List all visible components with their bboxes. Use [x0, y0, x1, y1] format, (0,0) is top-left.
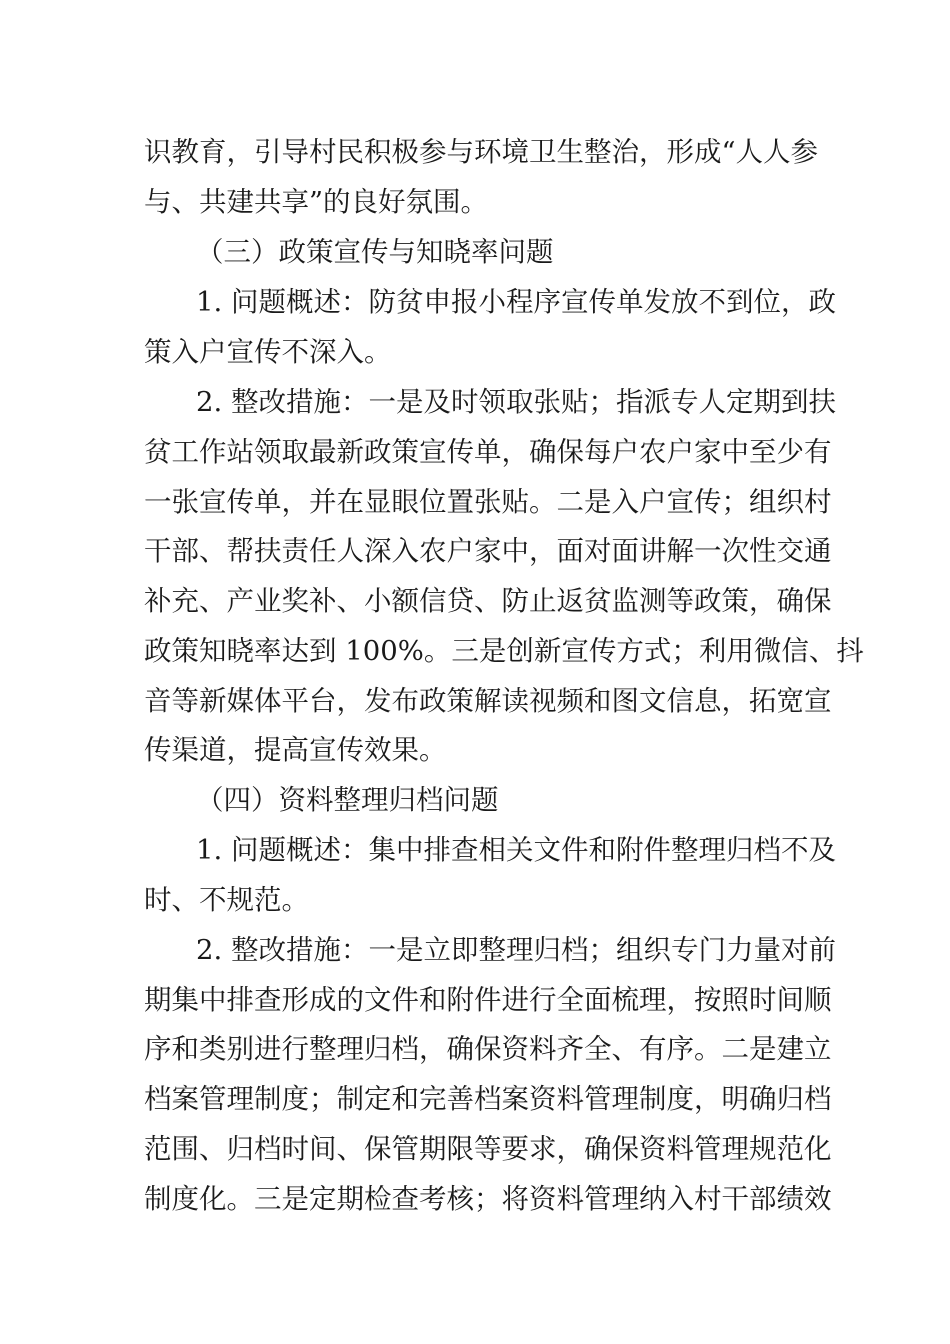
paragraph-line: 策入户宣传不深入。 [144, 336, 392, 368]
paragraph-line: 识教育，引导村民积极参与环境卫生整治，形成“人人参 [144, 136, 819, 168]
paragraph-line: 一张宣传单，并在显眼位置张贴。二是入户宣传；组织村 [144, 486, 832, 518]
paragraph-line: 范围、归档时间、保管期限等要求，确保资料管理规范化 [144, 1133, 832, 1165]
section-heading: （四）资料整理归档问题 [196, 784, 499, 816]
paragraph-line: 1. 问题概述：防贫申报小程序宣传单发放不到位，政 [196, 286, 836, 318]
paragraph-line: 政策知晓率达到 100%。三是创新宣传方式；利用微信、抖 [144, 635, 864, 667]
paragraph-line: 干部、帮扶责任人深入农户家中，面对面讲解一次性交通 [144, 535, 832, 567]
paragraph-line: 与、共建共享”的良好氛围。 [144, 186, 489, 218]
paragraph-line: 时、不规范。 [144, 884, 309, 916]
paragraph-line: 制度化。三是定期检查考核；将资料管理纳入村干部绩效 [144, 1183, 832, 1215]
paragraph-line: 序和类别进行整理归档，确保资料齐全、有序。二是建立 [144, 1033, 832, 1065]
paragraph-line: 2. 整改措施：一是立即整理归档；组织专门力量对前 [196, 934, 836, 966]
paragraph-line: 档案管理制度；制定和完善档案资料管理制度，明确归档 [144, 1083, 832, 1115]
paragraph-line: 2. 整改措施：一是及时领取张贴；指派专人定期到扶 [196, 386, 836, 418]
paragraph-line: 期集中排查形成的文件和附件进行全面梳理，按照时间顺 [144, 984, 832, 1016]
paragraph-line: 贫工作站领取最新政策宣传单，确保每户农户家中至少有 [144, 436, 832, 468]
paragraph-line: 补充、产业奖补、小额信贷、防止返贫监测等政策，确保 [144, 585, 832, 617]
paragraph-line: 1. 问题概述：集中排查相关文件和附件整理归档不及 [196, 834, 836, 866]
section-heading: （三）政策宣传与知晓率问题 [196, 236, 554, 268]
paragraph-line: 音等新媒体平台，发布政策解读视频和图文信息，拓宽宣 [144, 685, 832, 717]
paragraph-line: 传渠道，提高宣传效果。 [144, 734, 447, 766]
